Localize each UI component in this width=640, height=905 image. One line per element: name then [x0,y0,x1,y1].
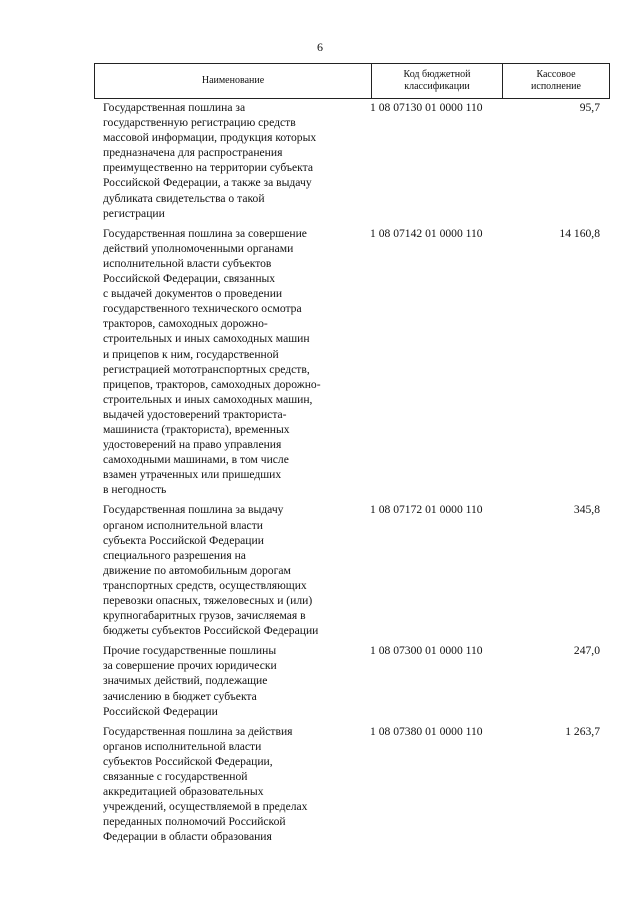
row-code: 1 08 07130 01 0000 110 [370,101,483,114]
row-code: 1 08 07300 01 0000 110 [370,644,483,658]
row-code: 1 08 07142 01 0000 110 [370,226,483,240]
row-name: Государственная пошлина за совершение действий уполномоченными органами исполнительной власти субъектов Российской Федерации, связанных с выдачей документов о проведении государственного технического осмотра тракторов, самоходных дорожно- строительных и иных самоходных машин и прицепов к ним, государственной регистрацией мототранспортных средств, прицепов, тракторов, самоходных дорожно- строительных и иных самоходных машин, выдачей удостоверений тракториста- машиниста (тракториста), временных удостоверений на право управления самоходными машинами, в том числе взамен утраченных или пришедших в негодность [103,226,321,497]
row-name: Государственная пошлина за действия органов исполнительной власти субъектов Российской Федерации, связанные с государственной аккредитацией образовательных учреждений, осуществляемой в пределах переданных полномочий Российской Федерации в области образования [103,724,308,844]
table-row [103,724,603,845]
table-row [103,226,603,498]
table-row [103,100,603,221]
row-amount: 95,7 [579,101,600,114]
table-header [94,63,610,99]
row-amount: 345,8 [573,503,600,517]
row-code: 1 08 07172 01 0000 110 [370,503,483,517]
table-row [103,502,603,638]
header-name: Наименование [94,64,371,98]
header-code: Код бюджетной классификации [371,64,502,98]
row-amount: 247,0 [573,644,600,658]
row-amount: 14 160,8 [559,226,600,240]
header-amount: Кассовое исполнение [502,64,610,98]
table-body [103,100,603,850]
page-number: 6 [317,40,323,54]
row-name: Государственная пошлина за выдачу органом исполнительной власти субъекта Российской Федерации специального разрешения на движение по автомобильным дорогам транспортных средств, осуществляющих перевозки опасных, тяжеловесных и (или) крупногабаритных грузов, зачисляемая в бюджеты субъектов Российской Федерации [103,503,319,638]
row-code: 1 08 07380 01 0000 110 [370,724,483,738]
row-amount: 1 263,7 [565,724,600,738]
table-row [103,643,603,718]
row-name: Государственная пошлина за государственную регистрацию средств массовой информации, продукция которых предназначена для распространения преимущественно на территории субъекта Российской Федерации, а также за выдачу дубликата свидетельства о такой регистрации [103,101,317,220]
row-name: Прочие государственные пошлины за совершение прочих юридически значимых действий, подлежащие зачислению в бюджет субъекта Российской Федерации [103,644,277,718]
